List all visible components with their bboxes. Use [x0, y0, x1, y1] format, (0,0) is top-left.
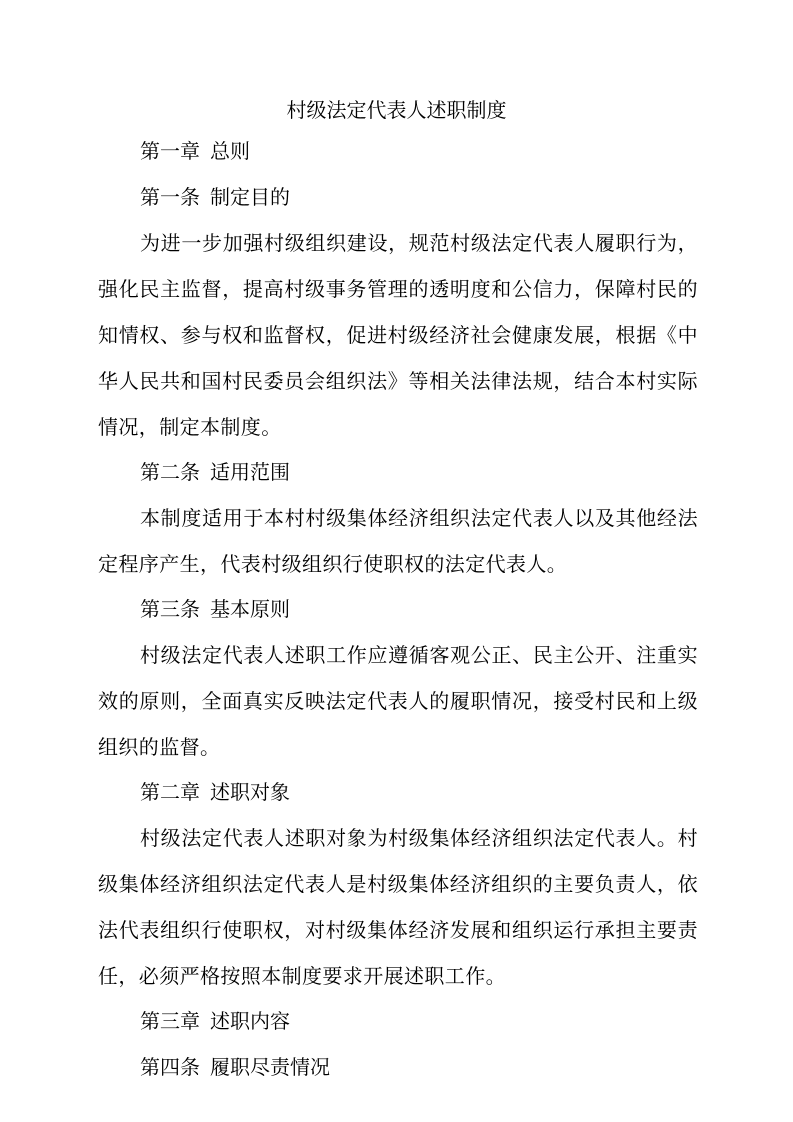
heading-number: 第二条 — [140, 460, 200, 484]
heading-number: 第二章 — [140, 780, 200, 804]
document-title: 村级法定代表人述职制度 — [286, 98, 507, 122]
heading-text: 履职尽责情况 — [210, 1055, 330, 1079]
article-4-heading — [98, 1053, 698, 1099]
heading-text: 述职内容 — [210, 1009, 290, 1033]
article-1-paragraph: 为进一步加强村级组织建设，规范村级法定代表人履职行为，强化民主监督，提高村级事务管理的透明度和公信力，保障村民的知情权、参与权和监督权，促进村级经济社会健康发展，根据《中华人民共和国村民委员会组织法》等相关法律法规，结合本村实际情况，制定本制度。 — [98, 231, 698, 439]
article-2-paragraph: 本制度适用于本村村级集体经济组织法定代表人以及其他经法定程序产生，代表村级组织行使职权的法定代表人。 — [98, 506, 698, 576]
heading-number: 第三章 — [140, 1009, 200, 1033]
heading-number: 第一条 — [140, 185, 200, 209]
heading-text: 总则 — [210, 139, 250, 163]
heading-number: 第三条 — [140, 597, 200, 621]
heading-number: 第一章 — [140, 139, 200, 163]
heading-text: 适用范围 — [210, 460, 290, 484]
heading-text: 制定目的 — [210, 185, 290, 209]
chapter-1-heading — [98, 137, 698, 183]
document-body — [98, 137, 698, 1099]
chapter-3-heading — [98, 1007, 698, 1053]
article-3-paragraph: 村级法定代表人述职工作应遵循客观公正、民主公开、注重实效的原则，全面真实反映法定代表人的履职情况，接受村民和上级组织的监督。 — [98, 643, 698, 759]
heading-number: 第四条 — [140, 1055, 200, 1079]
heading-text: 基本原则 — [210, 597, 290, 621]
heading-text: 述职对象 — [210, 780, 290, 804]
chapter-2-paragraph: 村级法定代表人述职对象为村级集体经济组织法定代表人。村级集体经济组织法定代表人是村级集体经济组织的主要负责人，依法代表组织行使职权，对村级集体经济发展和组织运行承担主要责任，必须严格按照本制度要求开展述职工作。 — [98, 826, 698, 988]
